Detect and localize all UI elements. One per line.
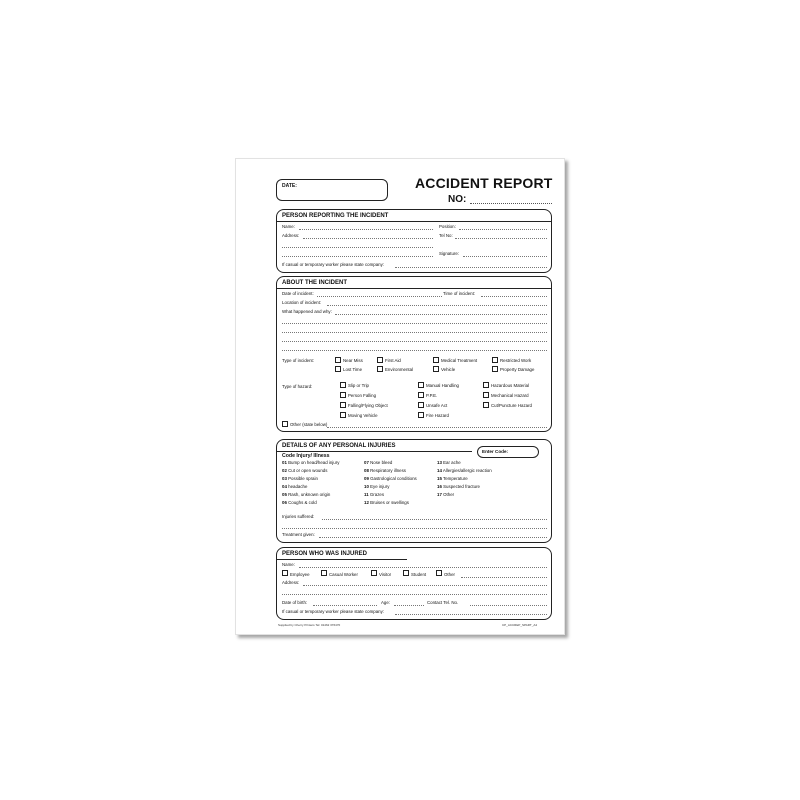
injury-code-text: Coughs & cold: [288, 500, 317, 505]
first-aid-checkbox[interactable]: [377, 357, 383, 363]
slip-or-trip-checkbox[interactable]: [340, 382, 346, 388]
injury-code-text: Ear ache: [443, 460, 461, 465]
person-falling-checkbox[interactable]: [340, 392, 346, 398]
casual-company-label: If casual or temporary worker please state company:: [282, 262, 385, 267]
cut-puncture-hazard-label: Cut/Puncture Hazard: [491, 403, 532, 408]
injury-code-number: 04: [282, 484, 287, 489]
medical-treatment-label: Medical Treatment: [441, 358, 478, 363]
section-about-incident: [276, 276, 552, 432]
what-happened-line-3[interactable]: [282, 332, 547, 333]
employee-label: Employee: [290, 572, 310, 577]
mechanical-hazard-checkbox[interactable]: [483, 392, 489, 398]
injury-code-item: [364, 492, 384, 497]
what-happened-label: What happened and why:: [282, 309, 332, 314]
person-falling-label: Person Falling: [348, 393, 377, 398]
injury-code-text: Bruises or swellings: [370, 500, 409, 505]
type-of-incident-label: Type of incident:: [282, 358, 314, 363]
date-field[interactable]: [276, 179, 388, 201]
injury-code-number: 16: [437, 484, 442, 489]
tel-field[interactable]: [455, 238, 547, 239]
injury-code-item: [437, 476, 468, 481]
age-label: Age:: [381, 600, 391, 605]
near-miss-checkbox[interactable]: [335, 357, 341, 363]
injury-code-number: 11: [364, 492, 369, 497]
age-field[interactable]: [394, 605, 424, 606]
treatment-given-label: Treatment given:: [282, 532, 315, 537]
injury-code-number: 17: [437, 492, 442, 497]
manual-handling-checkbox[interactable]: [418, 382, 424, 388]
injury-code-text: Eye injury: [370, 484, 390, 489]
injuries-suffered-field[interactable]: [322, 519, 547, 520]
injury-code-item: [364, 500, 409, 505]
student-checkbox[interactable]: [403, 570, 409, 576]
what-happened-line-4[interactable]: [282, 341, 547, 342]
other-role-label: Other: [444, 572, 455, 577]
section-title: PERSON REPORTING THE INCIDENT: [282, 213, 389, 219]
injury-code-text: Allergies/allergic reaction: [442, 468, 492, 473]
injury-code-item: [282, 484, 307, 489]
injury-code-number: 01: [282, 460, 287, 465]
injury-code-text: Cut or open wounds: [288, 468, 328, 473]
near-miss-label: Near Miss: [343, 358, 363, 363]
section-title: ABOUT THE INCIDENT: [282, 280, 347, 286]
visitor-label: Visitor: [379, 572, 392, 577]
name-label: Name:: [282, 224, 295, 229]
injury-code-number: 07: [364, 460, 369, 465]
environmental-label: Environmental: [385, 367, 414, 372]
what-happened-line-5[interactable]: [282, 350, 547, 351]
injuries-suffered-line-2[interactable]: [282, 528, 547, 529]
restricted-work-checkbox[interactable]: [492, 357, 498, 363]
dob-label: Date of birth:: [282, 600, 308, 605]
employee-checkbox[interactable]: [282, 570, 288, 576]
injury-code-item: [364, 468, 406, 473]
accident-report-form: [235, 158, 565, 635]
signature-field[interactable]: [463, 256, 547, 257]
incident-location-label: Location of incident:: [282, 300, 322, 305]
moving-vehicle-checkbox[interactable]: [340, 412, 346, 418]
fire-hazard-label: Fire Hazard: [426, 413, 449, 418]
section-personal-injuries: [276, 439, 552, 543]
vehicle-checkbox[interactable]: [433, 366, 439, 372]
section-person-injured: [276, 547, 552, 620]
injured-address-label: Address:: [282, 580, 300, 585]
injury-code-text: Other: [443, 492, 455, 497]
address-label: Address:: [282, 233, 300, 238]
tel-label: Tel No:: [439, 233, 453, 238]
ppe-checkbox[interactable]: [418, 392, 424, 398]
casual-worker-checkbox[interactable]: [321, 570, 327, 576]
property-damage-checkbox[interactable]: [492, 366, 498, 372]
injury-code-text: Possible sprain: [288, 476, 318, 481]
injury-code-item: [437, 468, 492, 473]
contact-label: Contact Tel. No.: [427, 600, 459, 605]
injury-code-item: [282, 500, 317, 505]
mechanical-hazard-label: Mechanical Hazard: [491, 393, 529, 398]
injury-code-item: [282, 460, 339, 465]
footer-supplier: Supplied by Cherry Printers Tel: 01462 376470: [278, 623, 341, 627]
injury-code-number: 15: [437, 476, 442, 481]
injury-code-text: Suspected fracture: [443, 484, 480, 489]
fire-hazard-checkbox[interactable]: [418, 412, 424, 418]
contact-field[interactable]: [470, 605, 547, 606]
hazardous-material-label: Hazardous Material: [491, 383, 530, 388]
first-aid-label: First Aid: [385, 358, 401, 363]
enter-code-field[interactable]: [477, 446, 539, 458]
injured-casual-company-field[interactable]: [395, 614, 547, 615]
falling-flying-object-checkbox[interactable]: [340, 402, 346, 408]
other-hazard-label: Other (state below): [290, 422, 328, 427]
injured-address-line-2[interactable]: [282, 594, 547, 595]
injury-code-number: 03: [282, 476, 287, 481]
injury-code-item: [282, 476, 318, 481]
incident-date-field[interactable]: [317, 296, 442, 297]
position-field[interactable]: [459, 229, 547, 230]
signature-label: Signature:: [439, 251, 460, 256]
address-field-line-2[interactable]: [282, 247, 433, 248]
injury-code-text: Bump on head/head injury: [288, 460, 340, 465]
falling-flying-object-label: Falling/Flying Object: [348, 403, 388, 408]
injury-code-item: [364, 484, 389, 489]
form-title: ACCIDENT REPORT: [415, 175, 553, 191]
lost-time-label: Lost Time: [343, 367, 363, 372]
casual-worker-label: Casual Worker: [329, 572, 358, 577]
injury-code-item: [364, 460, 392, 465]
injury-code-number: 08: [364, 468, 369, 473]
moving-vehicle-label: Moving Vehicle: [348, 413, 378, 418]
other-role-checkbox[interactable]: [436, 570, 442, 576]
code-heading: Code Injury/ Illness: [282, 453, 330, 459]
enter-code-label: Enter Code:: [482, 449, 509, 454]
injury-code-text: headache: [288, 484, 308, 489]
casual-company-field[interactable]: [395, 267, 547, 268]
other-hazard-field[interactable]: [327, 427, 547, 428]
incident-date-label: Date of incident:: [282, 291, 314, 296]
type-of-hazard-label: Type of hazard:: [282, 384, 313, 389]
section-title: PERSON WHO WAS INJURED: [282, 551, 368, 557]
injury-code-number: 12: [364, 500, 369, 505]
what-happened-field[interactable]: [335, 314, 547, 315]
hazardous-material-checkbox[interactable]: [483, 382, 489, 388]
report-number-field[interactable]: [470, 203, 552, 204]
injury-code-text: Rash, unknown origin: [288, 492, 331, 497]
student-label: Student: [411, 572, 427, 577]
injury-code-item: [282, 468, 327, 473]
treatment-given-field[interactable]: [319, 537, 547, 538]
report-number-label: NO:: [448, 194, 467, 205]
section-person-reporting: [276, 209, 552, 273]
manual-handling-label: Manual Handling: [426, 383, 459, 388]
injured-name-label: Name:: [282, 562, 295, 567]
injury-code-item: [282, 492, 330, 497]
dob-field[interactable]: [313, 605, 377, 606]
incident-location-field[interactable]: [327, 305, 547, 306]
property-damage-label: Property Damage: [500, 367, 535, 372]
vehicle-label: Vehicle: [441, 367, 456, 372]
unsafe-act-label: Unsafe Act: [426, 403, 448, 408]
incident-time-label: Time of incident:: [443, 291, 476, 296]
injury-code-text: Temperature: [443, 476, 468, 481]
injury-code-number: 13: [437, 460, 442, 465]
cut-puncture-hazard-checkbox[interactable]: [483, 402, 489, 408]
injury-code-number: 14: [437, 468, 442, 473]
environmental-checkbox[interactable]: [377, 366, 383, 372]
injuries-suffered-label: Injuries suffered:: [282, 514, 315, 519]
injured-name-field[interactable]: [299, 567, 547, 568]
injury-code-text: Respiratory illness: [370, 468, 406, 473]
injury-code-item: [364, 476, 417, 481]
injury-code-item: [437, 484, 480, 489]
injured-address-field[interactable]: [303, 585, 547, 586]
injury-code-text: Nose bleed: [370, 460, 393, 465]
what-happened-line-2[interactable]: [282, 323, 547, 324]
slip-or-trip-label: Slip or Trip: [348, 383, 369, 388]
date-label: DATE:: [282, 183, 297, 189]
injury-code-item: [437, 460, 461, 465]
injured-casual-company-label: If casual or temporary worker please state company:: [282, 609, 385, 614]
position-label: Position:: [439, 224, 456, 229]
address-field[interactable]: [303, 238, 433, 239]
footer-code: CP_ACCREP_SPART_A4: [502, 623, 538, 627]
other-hazard-checkbox[interactable]: [282, 421, 288, 427]
lost-time-checkbox[interactable]: [335, 366, 341, 372]
injury-code-number: 05: [282, 492, 287, 497]
other-role-field[interactable]: [461, 577, 547, 578]
address-field-line-3[interactable]: [282, 256, 433, 257]
ppe-label: P.P.E.: [426, 393, 438, 398]
restricted-work-label: Restricted Work: [500, 358, 532, 363]
name-field[interactable]: [299, 229, 433, 230]
visitor-checkbox[interactable]: [371, 570, 377, 576]
injury-code-text: Gastrological conditions: [370, 476, 417, 481]
section-title: DETAILS OF ANY PERSONAL INJURIES: [282, 443, 396, 449]
injury-code-number: 02: [282, 468, 287, 473]
injury-code-number: 06: [282, 500, 287, 505]
injury-code-number: 10: [364, 484, 369, 489]
incident-time-field[interactable]: [481, 296, 547, 297]
unsafe-act-checkbox[interactable]: [418, 402, 424, 408]
injury-code-number: 09: [364, 476, 369, 481]
injury-code-text: Grazes: [369, 492, 385, 497]
injury-code-item: [437, 492, 454, 497]
medical-treatment-checkbox[interactable]: [433, 357, 439, 363]
